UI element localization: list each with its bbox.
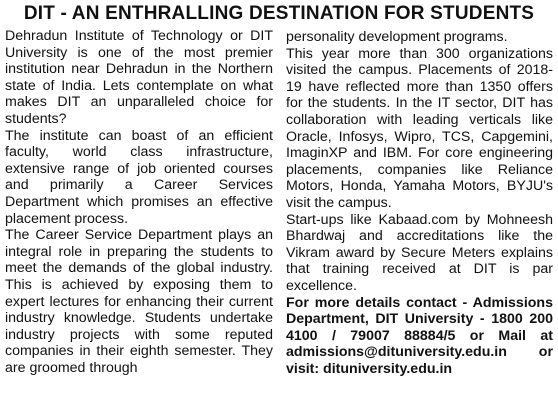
headline: DIT - AN ENTHRALLING DESTINATION FOR STUDENTS <box>23 3 535 24</box>
left-column <box>5 28 273 376</box>
paragraph-placements: This year more than 300 organizations visited the campus. Placements of 2018-19 have reflected more than 1350 offers for the students. In the IT sector, DIT has collaboration with leading verticals like Oracle, Infosys, Wipro, TCS, Capgemini, ImaginXP and IBM. For core engineering placements, companies like Reliance Motors, Honda, Yamaha Motors, BYJU's visit the campus. <box>286 45 553 211</box>
paragraph-institute: The institute can boast of an efficient faculty, world class infrastructure, extensive range of job oriented courses and primarily a Career Services Department which promises an effective placement process. <box>5 127 273 227</box>
paragraph-career-services: The Career Service Department plays an integral role in preparing the students to meet the demands of the global industry. This is achieved by exposing them to expert lectures for enhancing their current industry knowledge. Students undertake industry projects with some reputed companies in their eighth semester. They are groomed through <box>5 227 273 376</box>
paragraph-startups: Start-ups like Kabaad.com by Mohneesh Bhardwaj and accreditations like the Vikram award by Secure Meters explains that training received at DIT is par excellence. <box>286 211 553 294</box>
paragraph-intro: Dehradun Institute of Technology or DIT University is one of the most premier institution near Dehradun in the Northern state of India. Lets contemplate on what makes DIT an unparalleled choice for students? <box>5 28 273 127</box>
paragraph-continuation: personality development programs. <box>286 29 508 45</box>
contact-details: For more details contact - Admissions Department, DIT University - 1800 200 4100 / 79007 88884/5 or Mail at admissions@dituniversity.edu.in or visit: dituniversity.edu.in <box>286 294 553 377</box>
right-column <box>286 29 553 377</box>
